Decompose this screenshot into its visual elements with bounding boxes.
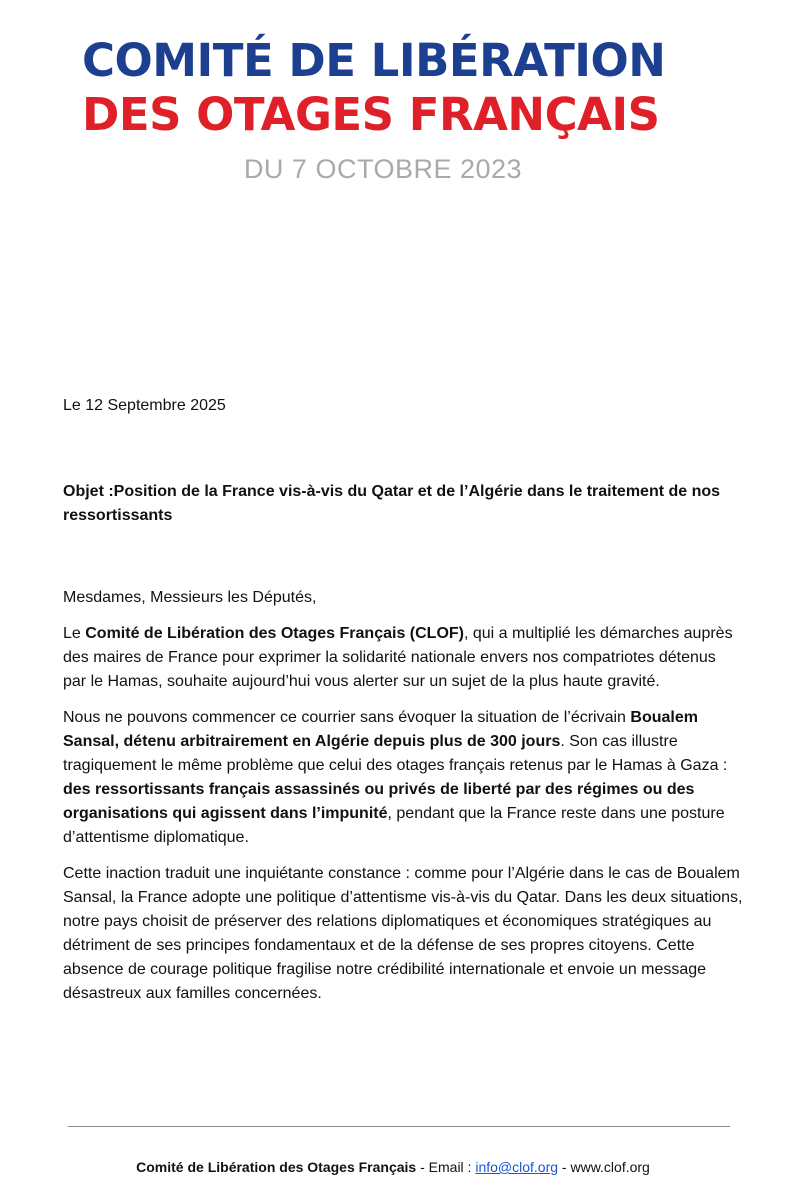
- logo-subtitle: DU 7 OCTOBRE 2023: [243, 154, 523, 184]
- paragraph-3: Cette inaction traduit une inquiétante constance : comme pour l’Algérie dans le cas de Boualem Sansal, la France adopte une politique d’attentisme vis-à-vis du Qatar. Dans les deux situations, notre pays choisit de préserver des relations diplomatiques et économiques stratégiques au détriment de ses principes fondamentaux et de la défense de ses propres citoyens. Cette absence de courage politique fragilise notre crédibilité internationale et envoie un message désastreux aux familles concernées.: [63, 865, 743, 1002]
- paragraph-2-bold: des ressortissants français assassinés ou privés de liberté par des régimes ou des organisations qui agissent dans l’impunité: [63, 781, 695, 822]
- paragraph-1: [63, 622, 743, 694]
- paragraph-2-text: Nous ne pouvons commencer ce courrier sans évoquer la situation de l’écrivain: [63, 709, 631, 726]
- paragraph-2-text: . Son cas illustre tragiquement le même problème que celui des otages français retenus par le Hamas à Gaza :: [63, 733, 728, 774]
- paragraph-2: [63, 706, 743, 850]
- paragraph-2-text: , pendant que la France reste dans une posture d’attentisme diplomatique.: [63, 805, 725, 846]
- footer-website: - www.clof.org: [558, 1159, 650, 1175]
- paragraph-2-bold: Boualem Sansal, détenu arbitrairement en Algérie depuis plus de 300 jours: [63, 709, 698, 750]
- paragraph-1-text: , qui a multiplié les démarches auprès des maires de France pour exprimer la solidarité nationale envers nos compatriotes détenus par le Hamas, souhaite aujourd’hui vous alerter sur un sujet de la plus haute gravité.: [63, 625, 733, 690]
- footer-divider: [68, 1126, 730, 1127]
- paragraph-1-bold: Comité de Libération des Otages Français (CLOF): [85, 625, 464, 642]
- footer: [0, 1158, 786, 1176]
- footer-org: Comité de Libération des Otages Français: [136, 1159, 417, 1175]
- letter-body: [63, 586, 743, 1018]
- paragraph-1-text: Le: [63, 625, 86, 642]
- footer-sep: - Email :: [416, 1159, 476, 1175]
- letter-subject: Objet :Position de la France vis-à-vis du Qatar et de l’Algérie dans le traitement de nos ressortissants: [63, 483, 721, 524]
- salutation: Mesdames, Messieurs les Députés,: [63, 589, 317, 606]
- footer-email-link[interactable]: info@clof.org: [475, 1159, 559, 1175]
- letter-date: Le 12 Septembre 2025: [63, 397, 226, 414]
- logo-title-line-1: COMITÉ DE LIBÉRATION: [82, 34, 666, 87]
- logo-title-line-2: DES OTAGES FRANÇAIS: [82, 88, 660, 141]
